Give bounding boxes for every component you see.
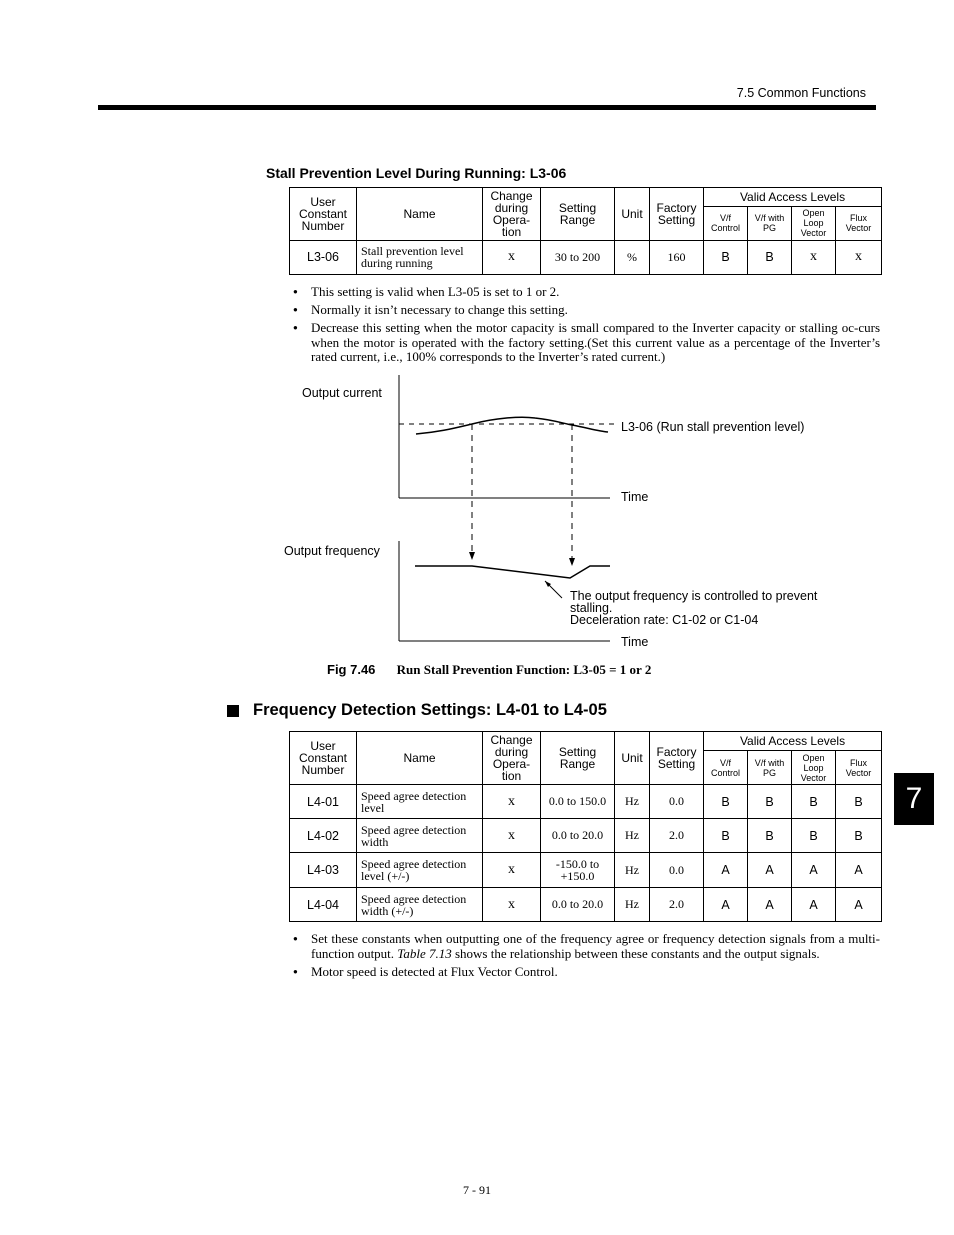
col-factory-setting: Factory Setting [650, 732, 704, 785]
figure-title: Run Stall Prevention Function: L3-05 = 1 or 2 [396, 662, 652, 677]
col-valid-access-levels: Valid Access Levels [704, 732, 882, 751]
constant-number: L3-06 [290, 240, 357, 274]
access-open-loop-vector: x [792, 240, 836, 274]
col-flux-vector: Flux Vector [836, 751, 882, 785]
note-line-1: The output frequency is controlled to prevent [570, 589, 818, 603]
table-row [290, 888, 882, 922]
table-row [290, 853, 882, 888]
access-flux-vector: B [836, 819, 882, 853]
access-vf-with-pg: B [748, 819, 792, 853]
col-vf-control: V/f Control [704, 751, 748, 785]
chapter-tab: 7 [894, 773, 934, 825]
change-during-operation: x [483, 888, 541, 922]
unit: % [615, 240, 650, 274]
list-item: ● Normally it isn’t necessary to change this setting. [293, 303, 880, 318]
section-header: 7.5 Common Functions [736, 86, 866, 100]
unit: Hz [615, 853, 650, 888]
col-setting-range: Setting Range [541, 188, 615, 241]
col-open-loop-vector: Open Loop Vector [792, 751, 836, 785]
constant-number: L4-04 [290, 888, 357, 922]
access-open-loop-vector: B [792, 785, 836, 819]
setting-range: 30 to 200 [541, 240, 615, 274]
factory-setting: 160 [650, 240, 704, 274]
output-current-label: Output current [302, 386, 382, 400]
list-item: ● Decrease this setting when the motor capacity is small compared to the Inverter capacity or stalling oc-curs when the motor is operated with the factory setting.(Set this current value as a percentage of the Inverter’s rated current, i.e., 100% corresponds to the Inverter’s rated current.) [293, 321, 880, 365]
list-item: ● Motor speed is detected at Flux Vector Control. [293, 965, 880, 980]
factory-setting: 2.0 [650, 819, 704, 853]
setting-range: 0.0 to 20.0 [541, 888, 615, 922]
change-during-operation: x [483, 785, 541, 819]
col-flux-vector: Flux Vector [836, 207, 882, 240]
access-open-loop-vector: A [792, 888, 836, 922]
col-vf-with-pg: V/f with PG [748, 207, 792, 240]
factory-setting: 2.0 [650, 888, 704, 922]
unit: Hz [615, 785, 650, 819]
access-vf-control: B [704, 240, 748, 274]
access-vf-control: B [704, 785, 748, 819]
col-user-constant-number: User Constant Number [290, 732, 357, 785]
access-vf-with-pg: B [748, 785, 792, 819]
end-guide-arrowhead [569, 558, 575, 566]
figure-caption [327, 662, 651, 678]
change-during-operation: x [483, 240, 541, 274]
col-open-loop-vector: Open Loop Vector [792, 207, 836, 240]
access-flux-vector: A [836, 853, 882, 888]
col-vf-control: V/f Control [704, 207, 748, 240]
output-frequency-curve [415, 566, 610, 578]
page-number: 7 - 91 [463, 1183, 491, 1197]
unit: Hz [615, 819, 650, 853]
access-vf-control: B [704, 819, 748, 853]
access-open-loop-vector: B [792, 819, 836, 853]
constant-name: Speed agree detection level [357, 785, 483, 819]
freq-bullet-list [293, 932, 880, 983]
access-flux-vector: A [836, 888, 882, 922]
col-setting-range: Setting Range [541, 732, 615, 785]
col-name: Name [357, 188, 483, 241]
col-change-during-operation: Change during Opera- tion [483, 732, 541, 785]
output-current-curve [416, 417, 608, 434]
factory-setting: 0.0 [650, 785, 704, 819]
setting-range: -150.0 to +150.0 [541, 853, 615, 888]
list-item: ● Set these constants when outputting one of the frequency agree or frequency detection signals from a multi-function output. Table 7.13 shows the relationship between these constants and the output signals. [293, 932, 880, 961]
access-flux-vector: x [836, 240, 882, 274]
setting-range: 0.0 to 20.0 [541, 819, 615, 853]
access-flux-vector: B [836, 785, 882, 819]
unit: Hz [615, 888, 650, 922]
constant-number: L4-01 [290, 785, 357, 819]
stall-heading: Stall Prevention Level During Running: L3-06 [266, 165, 567, 181]
access-vf-control: A [704, 853, 748, 888]
table-row [290, 785, 882, 819]
col-factory-setting: Factory Setting [650, 188, 704, 241]
col-change-during-operation: Change during Opera- tion [483, 188, 541, 241]
access-vf-with-pg: A [748, 853, 792, 888]
col-user-constant-number: User Constant Number [290, 188, 357, 241]
table-row [290, 819, 882, 853]
table-reference: Table 7.13 [397, 945, 452, 961]
square-bullet-icon [227, 705, 239, 717]
freq-section-title [227, 701, 607, 720]
freq-heading: Frequency Detection Settings: L4-01 to L4-05 [253, 701, 607, 719]
start-guide-arrowhead [469, 552, 475, 560]
change-during-operation: x [483, 819, 541, 853]
constant-number: L4-03 [290, 853, 357, 888]
access-vf-control: A [704, 888, 748, 922]
constant-name: Speed agree detection level (+/-) [357, 853, 483, 888]
time-label-bottom: Time [621, 635, 649, 649]
constant-name: Speed agree detection width [357, 819, 483, 853]
access-open-loop-vector: A [792, 853, 836, 888]
constant-name: Stall prevention level during running [357, 240, 483, 274]
col-name: Name [357, 732, 483, 785]
note-line-2: stalling. [570, 601, 613, 615]
note-line-3: Deceleration rate: C1-02 or C1-04 [570, 613, 759, 627]
change-during-operation: x [483, 853, 541, 888]
col-valid-access-levels: Valid Access Levels [704, 188, 882, 207]
output-frequency-label: Output frequency [284, 544, 380, 558]
access-vf-with-pg: A [748, 888, 792, 922]
time-label-top: Time [621, 490, 649, 504]
col-unit: Unit [615, 732, 650, 785]
list-item: ● This setting is valid when L3-05 is set to 1 or 2. [293, 285, 880, 300]
access-vf-with-pg: B [748, 240, 792, 274]
figure-number: Fig 7.46 [327, 662, 376, 677]
constant-number: L4-02 [290, 819, 357, 853]
factory-setting: 0.0 [650, 853, 704, 888]
stall-level-label: L3-06 (Run stall prevention level) [621, 420, 805, 434]
col-unit: Unit [615, 188, 650, 241]
setting-range: 0.0 to 150.0 [541, 785, 615, 819]
col-vf-with-pg: V/f with PG [748, 751, 792, 785]
constant-name: Speed agree detection width (+/-) [357, 888, 483, 922]
freq-table [289, 731, 882, 922]
